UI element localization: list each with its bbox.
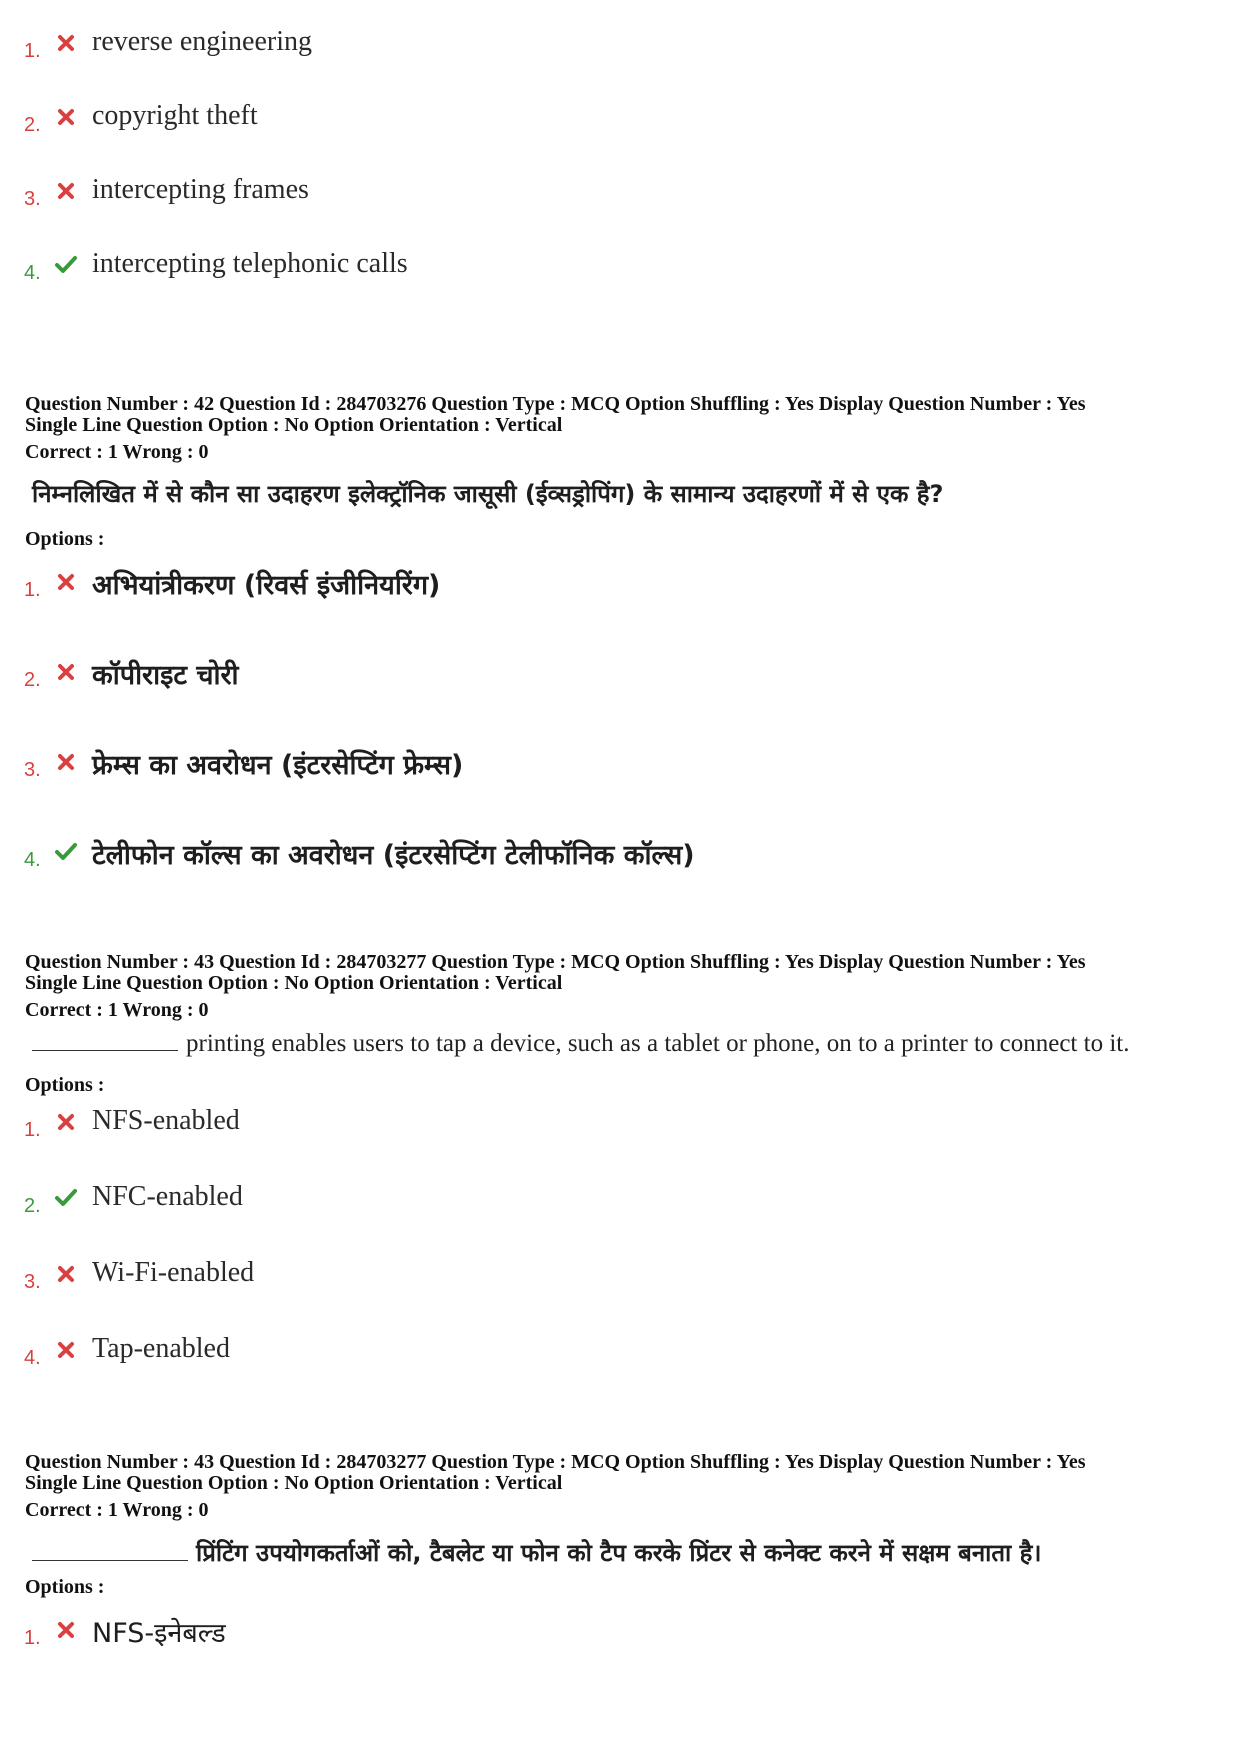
score-line: Correct : 1 Wrong : 0 (25, 441, 209, 463)
cross-icon (52, 1615, 80, 1643)
cross-icon (52, 176, 80, 204)
options-label: Options : (25, 1074, 105, 1096)
option-number: 3. (24, 759, 41, 781)
option-number: 1. (24, 1627, 41, 1649)
meta-line-1: Question Number : 43 Question Id : 284703277 Question Type : MCQ Option Shuffling : Yes Display Question Number : Yes (25, 1451, 1086, 1473)
option-text: intercepting frames (92, 174, 309, 205)
option-text: copyright theft (92, 100, 258, 131)
cross-icon (52, 657, 80, 685)
option-number: 4. (24, 262, 41, 284)
meta-line-2: Single Line Question Option : No Option Orientation : Vertical (25, 972, 563, 994)
option-number: 3. (24, 188, 41, 210)
option-number: 4. (24, 1347, 41, 1369)
question-text-row (32, 1028, 1129, 1058)
meta-line-2: Single Line Question Option : No Option Orientation : Vertical (25, 1472, 563, 1494)
check-icon (52, 837, 80, 865)
option-text: अभियांत्रीकरण (रिवर्स इंजीनियरिंग) (92, 570, 441, 601)
option-number: 4. (24, 849, 41, 871)
meta-line-1: Question Number : 42 Question Id : 284703276 Question Type : MCQ Option Shuffling : Yes Display Question Number : Yes (25, 393, 1086, 415)
option-text: Wi-Fi-enabled (92, 1257, 255, 1288)
question-meta (25, 952, 1085, 994)
options-label: Options : (25, 1576, 105, 1598)
answer-blank (32, 1538, 188, 1561)
cross-icon (52, 1259, 80, 1287)
option-text: NFS-enabled (92, 1105, 240, 1136)
option-text: Tap-enabled (92, 1333, 230, 1364)
question-text-row (32, 1536, 1041, 1569)
option-text: reverse engineering (92, 26, 312, 57)
options-label: Options : (25, 528, 105, 550)
meta-line-2: Single Line Question Option : No Option Orientation : Vertical (25, 414, 563, 436)
cross-icon (52, 567, 80, 595)
question-text: निम्नलिखित में से कौन सा उदाहरण इलेक्ट्रॉनिक जासूसी (ईव्सड्रोपिंग) के सामान्य उदाहरणों में से एक है? (32, 480, 944, 508)
cross-icon (52, 1335, 80, 1363)
score-line: Correct : 1 Wrong : 0 (25, 1499, 209, 1521)
option-number: 2. (24, 669, 41, 691)
option-number: 2. (24, 114, 41, 136)
question-text: printing enables users to tap a device, such as a tablet or phone, on to a printer to connect to it. (186, 1030, 1130, 1057)
option-text: NFC-enabled (92, 1181, 243, 1212)
answer-blank (32, 1028, 178, 1051)
option-number: 1. (24, 1119, 41, 1141)
check-icon (52, 250, 80, 278)
option-number: 1. (24, 579, 41, 601)
question-meta (25, 394, 1085, 436)
cross-icon (52, 747, 80, 775)
option-number: 3. (24, 1271, 41, 1293)
cross-icon (52, 28, 80, 56)
score-line: Correct : 1 Wrong : 0 (25, 999, 209, 1021)
option-text: टेलीफोन कॉल्स का अवरोधन (इंटरसेप्टिंग टेलीफॉनिक कॉल्स) (92, 840, 695, 871)
question-meta (25, 1452, 1085, 1494)
option-text: फ्रेम्स का अवरोधन (इंटरसेप्टिंग फ्रेम्स) (92, 750, 464, 781)
question-text: प्रिंटिंग उपयोगकर्ताओं को, टैबलेट या फोन को टैप करके प्रिंटर से कनेक्ट करने में सक्षम बनाता है। (196, 1539, 1042, 1567)
option-text: intercepting telephonic calls (92, 248, 408, 279)
cross-icon (52, 1107, 80, 1135)
option-number: 2. (24, 1195, 41, 1217)
meta-line-1: Question Number : 43 Question Id : 284703277 Question Type : MCQ Option Shuffling : Yes Display Question Number : Yes (25, 951, 1086, 973)
cross-icon (52, 102, 80, 130)
option-text: कॉपीराइट चोरी (92, 660, 239, 691)
option-number: 1. (24, 40, 41, 62)
option-text: NFS-इनेबल्ड (92, 1618, 226, 1649)
check-icon (52, 1183, 80, 1211)
